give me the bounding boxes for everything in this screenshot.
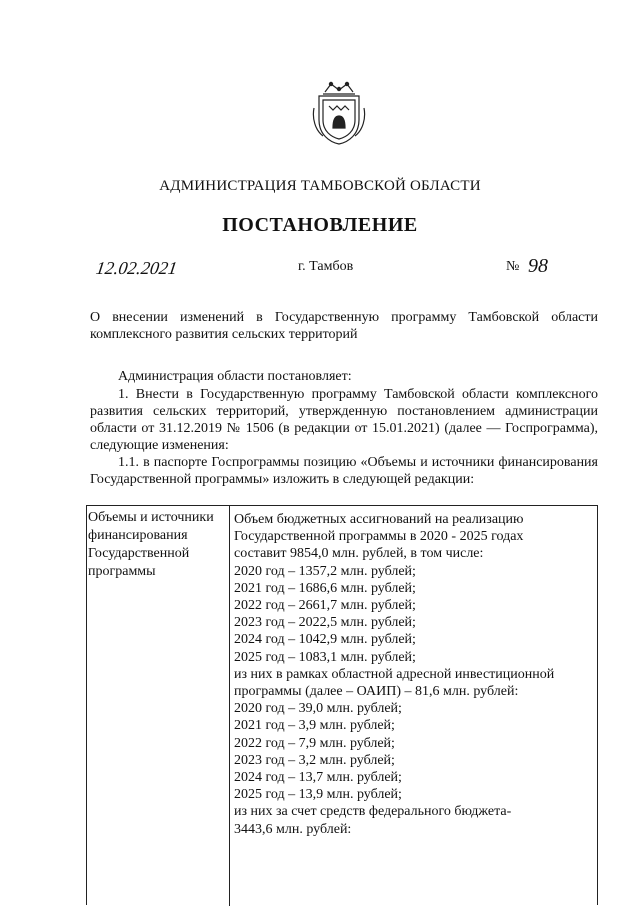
funding-line: 2025 год – 1083,1 млн. рублей; xyxy=(234,649,416,665)
funding-line: 2022 год – 2661,7 млн. рублей; xyxy=(234,598,416,614)
table-right-cell xyxy=(234,511,594,838)
funding-line: 3443,6 млн. рублей: xyxy=(234,821,352,837)
resolution-intro: Администрация области постановляет: xyxy=(118,369,352,384)
funding-line: 2023 год – 2022,5 млн. рублей; xyxy=(234,615,416,631)
coat-of-arms-icon xyxy=(311,78,367,146)
funding-line: 2022 год – 7,9 млн. рублей; xyxy=(234,735,395,751)
funding-table xyxy=(86,505,598,905)
table-column-divider xyxy=(229,506,230,906)
funding-line: Объем бюджетных ассигнований на реализацию xyxy=(234,512,524,527)
organization-title: АДМИНИСТРАЦИЯ ТАМБОВСКОЙ ОБЛАСТИ xyxy=(159,178,481,194)
funding-line: из них за счет средств федерального бюджета- xyxy=(234,804,512,820)
funding-line: 2020 год – 39,0 млн. рублей; xyxy=(234,701,402,717)
funding-line: Государственной программы в 2020 - 2025 годах xyxy=(234,529,524,545)
funding-line: составит 9854,0 млн. рублей, в том числе: xyxy=(234,546,484,562)
document-date: 12.02.2021 xyxy=(94,258,179,278)
resolution-item-1: 1. Внести в Государственную программу Тамбовской области комплексного развития сельских территорий, утвержденную постановлением администрации области от 31.12.2019 № 1506 (в редакции от 15.01.2021) (далее — Госпрограмма), следующие изменения: xyxy=(90,387,598,453)
funding-line: 2021 год – 1686,6 млн. рублей; xyxy=(234,580,416,596)
document-number: 98 xyxy=(528,255,548,277)
document-number-label: № xyxy=(506,259,520,274)
funding-line: 2020 год – 1357,2 млн. рублей; xyxy=(234,563,416,579)
funding-line: 2021 год – 3,9 млн. рублей; xyxy=(234,718,395,734)
funding-line: 2024 год – 13,7 млн. рублей; xyxy=(234,770,402,786)
funding-line: 2023 год – 3,2 млн. рублей; xyxy=(234,752,395,768)
document-subject: О внесении изменений в Государственную программу Тамбовской области комплексного развития сельских территорий xyxy=(90,310,598,342)
table-left-cell: Объемы и источники финансирования Государственной программы xyxy=(88,510,214,579)
document-type-title: ПОСТАНОВЛЕНИЕ xyxy=(222,214,418,236)
funding-line: программы (далее – ОАИП) – 81,6 млн. рублей: xyxy=(234,684,519,700)
resolution-item-1-1: 1.1. в паспорте Госпрограммы позицию «Объемы и источники финансирования Государственной программы» изложить в следующей редакции: xyxy=(90,455,598,487)
funding-line: 2025 год – 13,9 млн. рублей; xyxy=(234,787,402,803)
funding-line: 2024 год – 1042,9 млн. рублей; xyxy=(234,632,416,648)
funding-line: из них в рамках областной адресной инвестиционной xyxy=(234,666,555,682)
document-city: г. Тамбов xyxy=(298,259,354,274)
